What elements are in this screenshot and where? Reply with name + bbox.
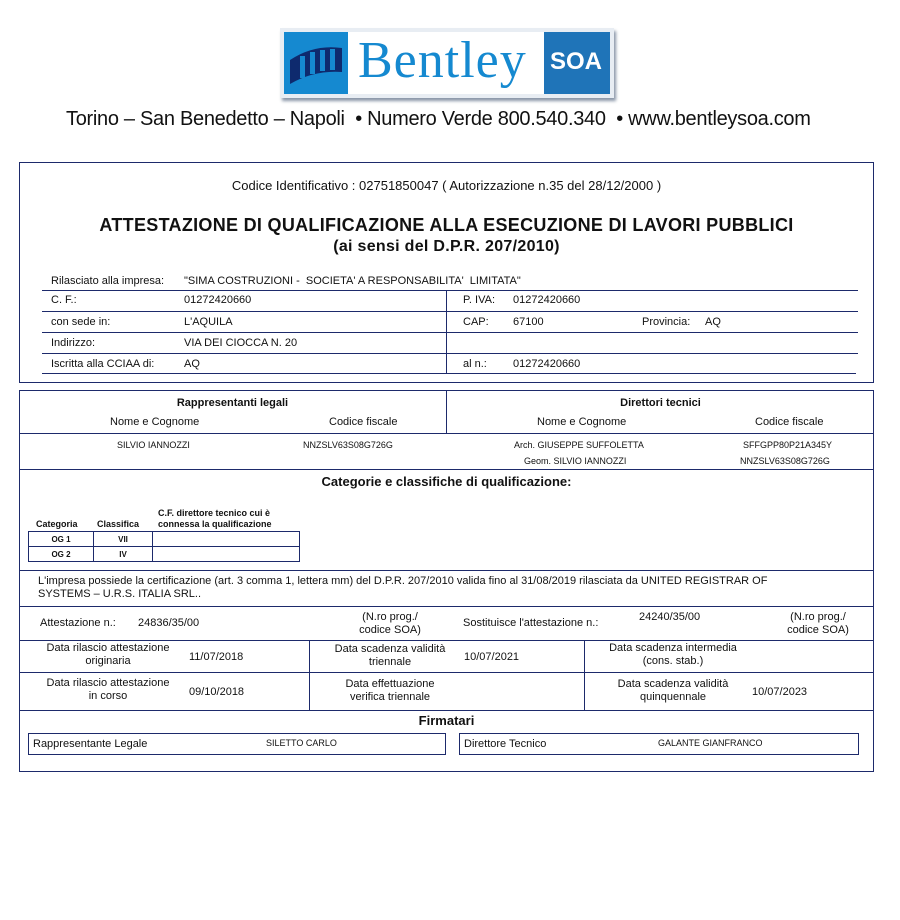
categoria-cell: OG 1 — [29, 532, 94, 547]
provincia-value: AQ — [705, 316, 721, 328]
nprog-1a: (N.ro prog./ — [362, 611, 418, 623]
scad-quinq-l2: quinquennale — [639, 691, 707, 703]
logo-soa: SOA — [550, 48, 603, 75]
scad-trien-l1: Data scadenza validità — [334, 643, 446, 655]
document-subtitle: (ai sensi del D.P.R. 207/2010) — [333, 238, 560, 255]
rilasciato-label: Rilasciato alla impresa: — [51, 275, 165, 287]
firma-dir-label: Direttore Tecnico — [464, 738, 547, 750]
rilascio-corso-value: 09/10/2018 — [189, 686, 245, 698]
categorie-table — [28, 531, 300, 562]
dir-col-nome: Nome e Cognome — [537, 416, 627, 428]
scad-quinq-l1: Data scadenza validità — [617, 678, 729, 690]
scad-interm-l2: (cons. stab.) — [642, 655, 704, 667]
sede-label: con sede in: — [51, 316, 111, 328]
aln-value: 01272420660 — [513, 358, 581, 370]
rapp-row-nome: SILVIO IANNOZZI — [117, 440, 190, 450]
dir-col-cf: Codice fiscale — [755, 416, 824, 428]
scad-interm-l1: Data scadenza intermedia — [609, 642, 737, 654]
col-categoria: Categoria — [36, 519, 78, 529]
nprog-2a: (N.ro prog./ — [790, 611, 846, 623]
piva-value: 01272420660 — [513, 294, 581, 306]
nprog-1b: codice SOA) — [359, 624, 421, 636]
nprog-2b: codice SOA) — [787, 624, 849, 636]
rilascio-corso-l2: in corso — [88, 690, 128, 702]
piva-label: P. IVA: — [463, 294, 496, 306]
direttori-title: Direttori tecnici — [620, 397, 701, 409]
cap-value: 67100 — [513, 316, 544, 328]
aln-label: al n.: — [463, 358, 487, 370]
rappresentanti-title: Rappresentanti legali — [176, 397, 289, 409]
attestazione-value: 24836/35/00 — [138, 617, 200, 629]
categorie-title: Categorie e classifiche di qualificazione: — [321, 474, 572, 489]
rapp-col-cf: Codice fiscale — [329, 416, 398, 428]
attestazione-label: Attestazione n.: — [40, 617, 116, 629]
indirizzo-label: Indirizzo: — [51, 337, 96, 349]
cap-label: CAP: — [463, 316, 489, 328]
dir-row-1-cf: SFFGPP80P21A345Y — [743, 440, 833, 450]
rilasciato-value: "SIMA COSTRUZIONI - SOCIETA' A RESPONSABILITA' LIMITATA" — [184, 275, 521, 287]
rilascio-orig-value: 11/07/2018 — [189, 651, 244, 663]
rilascio-corso-l1: Data rilascio attestazione — [46, 677, 170, 689]
col-cf-direttore-1: C.F. direttore tecnico cui è — [158, 508, 271, 518]
scad-trien-l2: triennale — [368, 656, 412, 668]
sostituisce-label: Sostituisce l'attestazione n.: — [463, 617, 599, 629]
cf-label: C. F.: — [51, 294, 77, 306]
bentley-soa-logo — [280, 28, 614, 98]
table-row — [29, 532, 300, 547]
cciaa-label: Iscritta alla CCIAA di: — [51, 358, 155, 370]
dir-row-1-nome: Arch. GIUSEPPE SUFFOLETTA — [514, 440, 644, 450]
cciaa-value: AQ — [184, 358, 200, 370]
indirizzo-value: VIA DEI CIOCCA N. 20 — [184, 337, 298, 349]
cf-cell — [153, 547, 300, 562]
scad-trien-value: 10/07/2021 — [464, 651, 520, 663]
scad-quinq-value: 10/07/2023 — [752, 686, 808, 698]
firmatari-title: Firmatari — [418, 713, 475, 728]
codice-identificativo: Codice Identificativo : 02751850047 ( Autorizzazione n.35 del 28/12/2000 ) — [231, 178, 662, 193]
dir-row-2-cf: NNZSLV63S08G726G — [740, 456, 830, 466]
firma-dir-value: GALANTE GIANFRANCO — [658, 738, 763, 748]
certificazione-line2: SYSTEMS – U.R.S. ITALIA SRL.. — [38, 588, 202, 600]
col-cf-direttore-2: connessa la qualificazione — [158, 519, 272, 529]
rapp-col-nome: Nome e Cognome — [110, 416, 200, 428]
cf-value: 01272420660 — [184, 294, 252, 306]
classifica-cell: VII — [94, 532, 153, 547]
rilascio-orig-l2: originaria — [85, 655, 131, 667]
sostituisce-value: 24240/35/00 — [639, 611, 701, 623]
document-title: ATTESTAZIONE DI QUALIFICAZIONE ALLA ESECUZIONE DI LAVORI PUBBLICI — [99, 215, 794, 235]
dir-row-2-nome: Geom. SILVIO IANNOZZI — [524, 456, 627, 466]
building-columns-icon — [284, 32, 348, 94]
tagline: Torino – San Benedetto – Napoli • Numero Verde 800.540.340 • www.bentleysoa.com — [66, 108, 811, 130]
table-row — [29, 547, 300, 562]
rilascio-orig-l1: Data rilascio attestazione — [46, 642, 170, 654]
cf-cell — [153, 532, 300, 547]
col-classifica: Classifica — [97, 519, 140, 529]
provincia-label: Provincia: — [642, 316, 691, 328]
sede-value: L'AQUILA — [184, 316, 233, 328]
firma-rapp-label: Rappresentante Legale — [33, 738, 148, 750]
certificazione-line1: L'impresa possiede la certificazione (art. 3 comma 1, lettera mm) del D.P.R. 207/2010 valida fino al 31/08/2019 rilasciata da UNITED REGISTRAR OF — [38, 575, 768, 587]
verifica-l1: Data effettuazione — [345, 678, 435, 690]
logo-word: Bentley — [358, 32, 527, 89]
verifica-l2: verifica triennale — [349, 691, 431, 703]
firma-rapp-value: SILETTO CARLO — [266, 738, 337, 748]
classifica-cell: IV — [94, 547, 153, 562]
rapp-row-cf: NNZSLV63S08G726G — [303, 440, 393, 450]
categoria-cell: OG 2 — [29, 547, 94, 562]
